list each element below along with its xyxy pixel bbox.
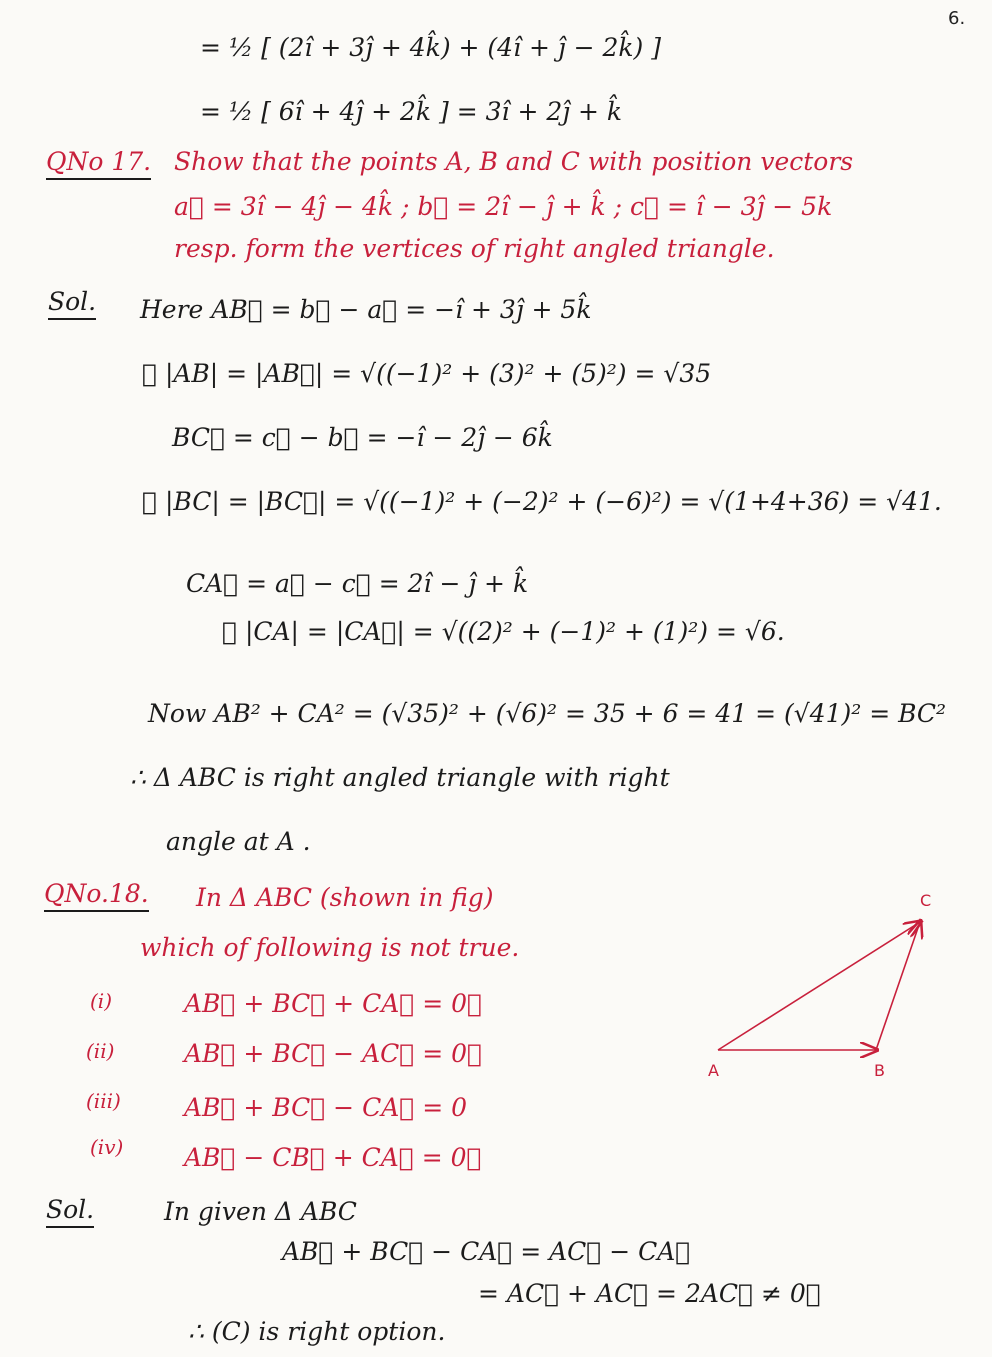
q18-option-1-num: (i)	[90, 989, 113, 1013]
q17-line-2: a⃗ = 3î − 4ĵ − 4k̂ ; b⃗ = 2î − ĵ + k̂ ; c⃗ = î − 3ĵ − 5k	[174, 192, 833, 221]
sol17-line-2: ∴ |AB| = |AB⃗| = √((−1)² + (3)² + (5)²) = √35	[142, 359, 712, 388]
intro-line-1: = ½ [ (2î + 3ĵ + 4k̂) + (4î + ĵ − 2k̂) ]	[200, 33, 662, 62]
q18-option-2-num: (ii)	[86, 1039, 115, 1063]
q18-option-2-text: AB⃗ + BC⃗ − AC⃗ = 0⃗	[184, 1039, 483, 1068]
intro-line-2: = ½ [ 6î + 4ĵ + 2k̂ ] = 3î + 2ĵ + k̂	[200, 97, 622, 126]
vertex-c-label: C	[920, 891, 932, 910]
sol18-line-4: ∴ (C) is right option.	[188, 1317, 446, 1346]
vertex-a-label: A	[708, 1061, 719, 1080]
sol17-line-6: ∴ |CA| = |CA⃗| = √((2)² + (−1)² + (1)²) = √6.	[222, 617, 785, 646]
q18-line-1: In Δ ABC (shown in fig)	[196, 883, 494, 912]
sol17-line-4: ∴ |BC| = |BC⃗| = √((−1)² + (−2)² + (−6)²) = √(1+4+36) = √41.	[142, 487, 942, 516]
side-ac	[718, 922, 920, 1050]
sol18-line-1: In given Δ ABC	[164, 1197, 357, 1226]
q17-line-1: Show that the points A, B and C with position vectors	[174, 147, 854, 176]
vertex-b-label: B	[874, 1061, 885, 1080]
page-number: 6.	[948, 8, 966, 29]
sol18-line-2: AB⃗ + BC⃗ − CA⃗ = AC⃗ − CA⃗	[282, 1237, 691, 1266]
q17-label: QNo 17.	[46, 148, 151, 177]
sol17-line-8: ∴ Δ ABC is right angled triangle with right	[130, 763, 670, 792]
sol17-line-3: BC⃗ = c⃗ − b⃗ = −î − 2ĵ − 6k̂	[172, 423, 553, 452]
q18-line-2: which of following is not true.	[140, 933, 520, 962]
q18-option-3-text: AB⃗ + BC⃗ − CA⃗ = 0	[184, 1093, 468, 1122]
q18-label: QNo.18.	[44, 880, 149, 909]
sol17-line-5: CA⃗ = a⃗ − c⃗ = 2î − ĵ + k̂	[186, 569, 529, 598]
q18-option-1-text: AB⃗ + BC⃗ + CA⃗ = 0⃗	[184, 989, 483, 1018]
q18-option-4-num: (iv)	[90, 1135, 124, 1159]
sol17-line-7: Now AB² + CA² = (√35)² + (√6)² = 35 + 6 = 41 = (√41)² = BC²	[148, 699, 947, 728]
q17-line-3: resp. form the vertices of right angled triangle.	[174, 234, 775, 263]
q18-option-3-num: (iii)	[86, 1089, 121, 1113]
sol18-label: Sol.	[46, 1196, 94, 1225]
sol17-line-9: angle at A .	[166, 827, 311, 856]
side-bc	[876, 922, 920, 1050]
q18-option-4-text: AB⃗ − CB⃗ + CA⃗ = 0⃗	[184, 1143, 482, 1172]
triangle-figure	[700, 890, 980, 1090]
sol17-line-1: Here AB⃗ = b⃗ − a⃗ = −î + 3ĵ + 5k̂	[140, 295, 592, 324]
sol18-line-3: = AC⃗ + AC⃗ = 2AC⃗ ≠ 0⃗	[478, 1279, 821, 1308]
sol17-label: Sol.	[48, 288, 96, 317]
